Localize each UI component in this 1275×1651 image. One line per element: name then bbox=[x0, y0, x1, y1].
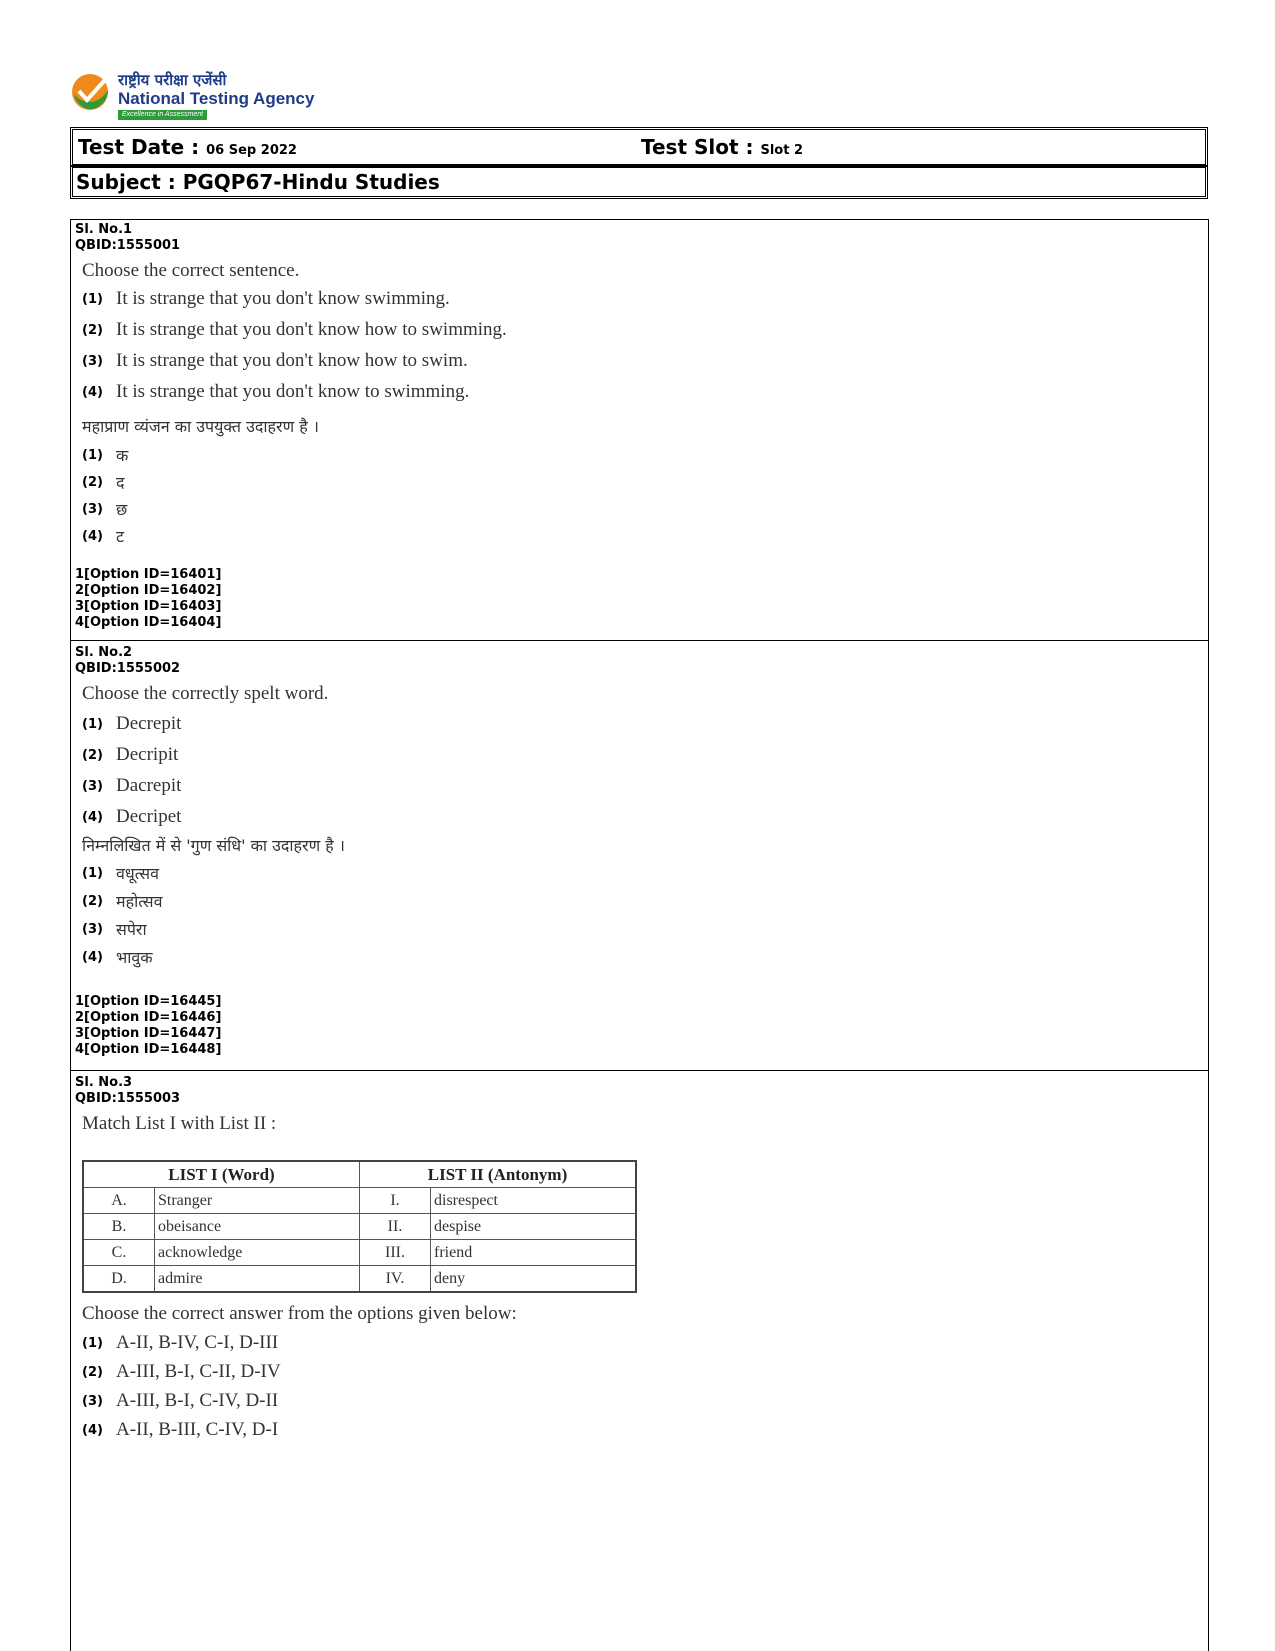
test-slot-value: Slot 2 bbox=[760, 143, 804, 158]
question-2-meta bbox=[75, 645, 180, 677]
option-id: 2[Option ID=16402] bbox=[75, 583, 222, 598]
option-3-hi: (3) छ bbox=[82, 500, 128, 519]
option-1: (1) It is strange that you don't know swimming. bbox=[82, 288, 450, 309]
option-4: (4) It is strange that you don't know to swimming. bbox=[82, 381, 470, 402]
test-slot-label: Test Slot : bbox=[641, 135, 754, 159]
test-date bbox=[78, 135, 297, 159]
table-cell: disrespect bbox=[431, 1188, 637, 1214]
question-1-text-hi: महाप्राण व्यंजन का उपयुक्त उदाहरण है । bbox=[82, 417, 319, 436]
list-1-header: LIST I (Word) bbox=[83, 1161, 360, 1188]
option-2-hi: (2) महोत्सव bbox=[82, 892, 163, 911]
table-cell: IV. bbox=[360, 1266, 431, 1293]
option-id: 4[Option ID=16448] bbox=[75, 1042, 222, 1057]
option-ids-2 bbox=[75, 994, 221, 1058]
question-divider bbox=[70, 640, 1209, 641]
option-3-hi: (3) सपेरा bbox=[82, 920, 147, 939]
option-id: 4[Option ID=16404] bbox=[75, 615, 222, 630]
option-2: (2) Decripit bbox=[82, 744, 179, 765]
option-1-hi: (1) क bbox=[82, 446, 129, 465]
option-id: 3[Option ID=16403] bbox=[75, 599, 222, 614]
table-cell: despise bbox=[431, 1214, 637, 1240]
table-cell: A. bbox=[83, 1188, 155, 1214]
sl-no: Sl. No.2 bbox=[75, 645, 133, 660]
table-cell: obeisance bbox=[155, 1214, 360, 1240]
table-cell: B. bbox=[83, 1214, 155, 1240]
question-2-text-en: Choose the correctly spelt word. bbox=[82, 683, 329, 704]
option-id: 2[Option ID=16446] bbox=[75, 1010, 222, 1025]
table-cell: III. bbox=[360, 1240, 431, 1266]
option-1: (1) Decrepit bbox=[82, 713, 182, 734]
test-date-label: Test Date : bbox=[78, 135, 200, 159]
option-id: 1[Option ID=16445] bbox=[75, 994, 222, 1009]
qbid: QBID:1555003 bbox=[75, 1091, 181, 1106]
table-row bbox=[83, 1188, 636, 1214]
table-cell: deny bbox=[431, 1266, 637, 1293]
option-4-hi: (4) ट bbox=[82, 527, 125, 546]
table-cell: Stranger bbox=[155, 1188, 360, 1214]
table-cell: friend bbox=[431, 1240, 637, 1266]
question-3-text-en: Match List I with List II : bbox=[82, 1113, 277, 1134]
test-slot bbox=[641, 135, 803, 159]
sl-no: Sl. No.1 bbox=[75, 222, 133, 237]
subject-box bbox=[70, 165, 1208, 199]
question-divider bbox=[70, 1070, 1209, 1071]
table-row bbox=[83, 1266, 636, 1293]
option-2-hi: (2) द bbox=[82, 473, 125, 492]
option-id: 3[Option ID=16447] bbox=[75, 1026, 222, 1041]
table-cell: I. bbox=[360, 1188, 431, 1214]
question-3-instruction: Choose the correct answer from the options given below: bbox=[82, 1303, 517, 1324]
option-1-hi: (1) वधूत्सव bbox=[82, 864, 160, 883]
option-3: (3) It is strange that you don't know how to swim. bbox=[82, 350, 468, 371]
nta-check-logo-icon bbox=[70, 72, 110, 112]
question-2-text-hi: निम्नलिखित में से 'गुण संधि' का उदाहरण है । bbox=[82, 836, 345, 855]
logo-hindi-text: राष्ट्रीय परीक्षा एजेंसी bbox=[118, 71, 227, 89]
table-cell: acknowledge bbox=[155, 1240, 360, 1266]
option-2: (2) It is strange that you don't know how to swimming. bbox=[82, 319, 507, 340]
option-id: 1[Option ID=16401] bbox=[75, 567, 222, 582]
option-4: (4) Decripet bbox=[82, 806, 182, 827]
option-3: (3) Dacrepit bbox=[82, 775, 182, 796]
qbid: QBID:1555002 bbox=[75, 661, 181, 676]
test-info-box bbox=[70, 127, 1208, 167]
table-cell: C. bbox=[83, 1240, 155, 1266]
question-3-meta bbox=[75, 1075, 180, 1107]
subject-title: Subject : PGQP67-Hindu Studies bbox=[76, 170, 440, 194]
question-1-text-en: Choose the correct sentence. bbox=[82, 260, 300, 281]
option-4: (4) A-II, B-III, C-IV, D-I bbox=[82, 1419, 279, 1440]
table-row bbox=[83, 1240, 636, 1266]
table-header-row bbox=[83, 1161, 636, 1188]
logo-english-text: National Testing Agency bbox=[118, 89, 315, 108]
test-date-value: 06 Sep 2022 bbox=[206, 143, 297, 158]
qbid: QBID:1555001 bbox=[75, 238, 181, 253]
logo-tagline: Excellence in Assessment bbox=[118, 110, 207, 120]
table-cell: admire bbox=[155, 1266, 360, 1293]
option-3: (3) A-III, B-I, C-IV, D-II bbox=[82, 1390, 279, 1411]
question-1-meta bbox=[75, 222, 180, 254]
table-row bbox=[83, 1214, 636, 1240]
nta-logo bbox=[70, 70, 350, 122]
sl-no: Sl. No.3 bbox=[75, 1075, 133, 1090]
option-ids-1 bbox=[75, 567, 221, 631]
table-cell: II. bbox=[360, 1214, 431, 1240]
match-list-table bbox=[82, 1160, 637, 1293]
list-2-header: LIST II (Antonym) bbox=[360, 1161, 637, 1188]
option-1: (1) A-II, B-IV, C-I, D-III bbox=[82, 1332, 279, 1353]
table-cell: D. bbox=[83, 1266, 155, 1293]
option-4-hi: (4) भावुक bbox=[82, 948, 153, 967]
option-2: (2) A-III, B-I, C-II, D-IV bbox=[82, 1361, 281, 1382]
